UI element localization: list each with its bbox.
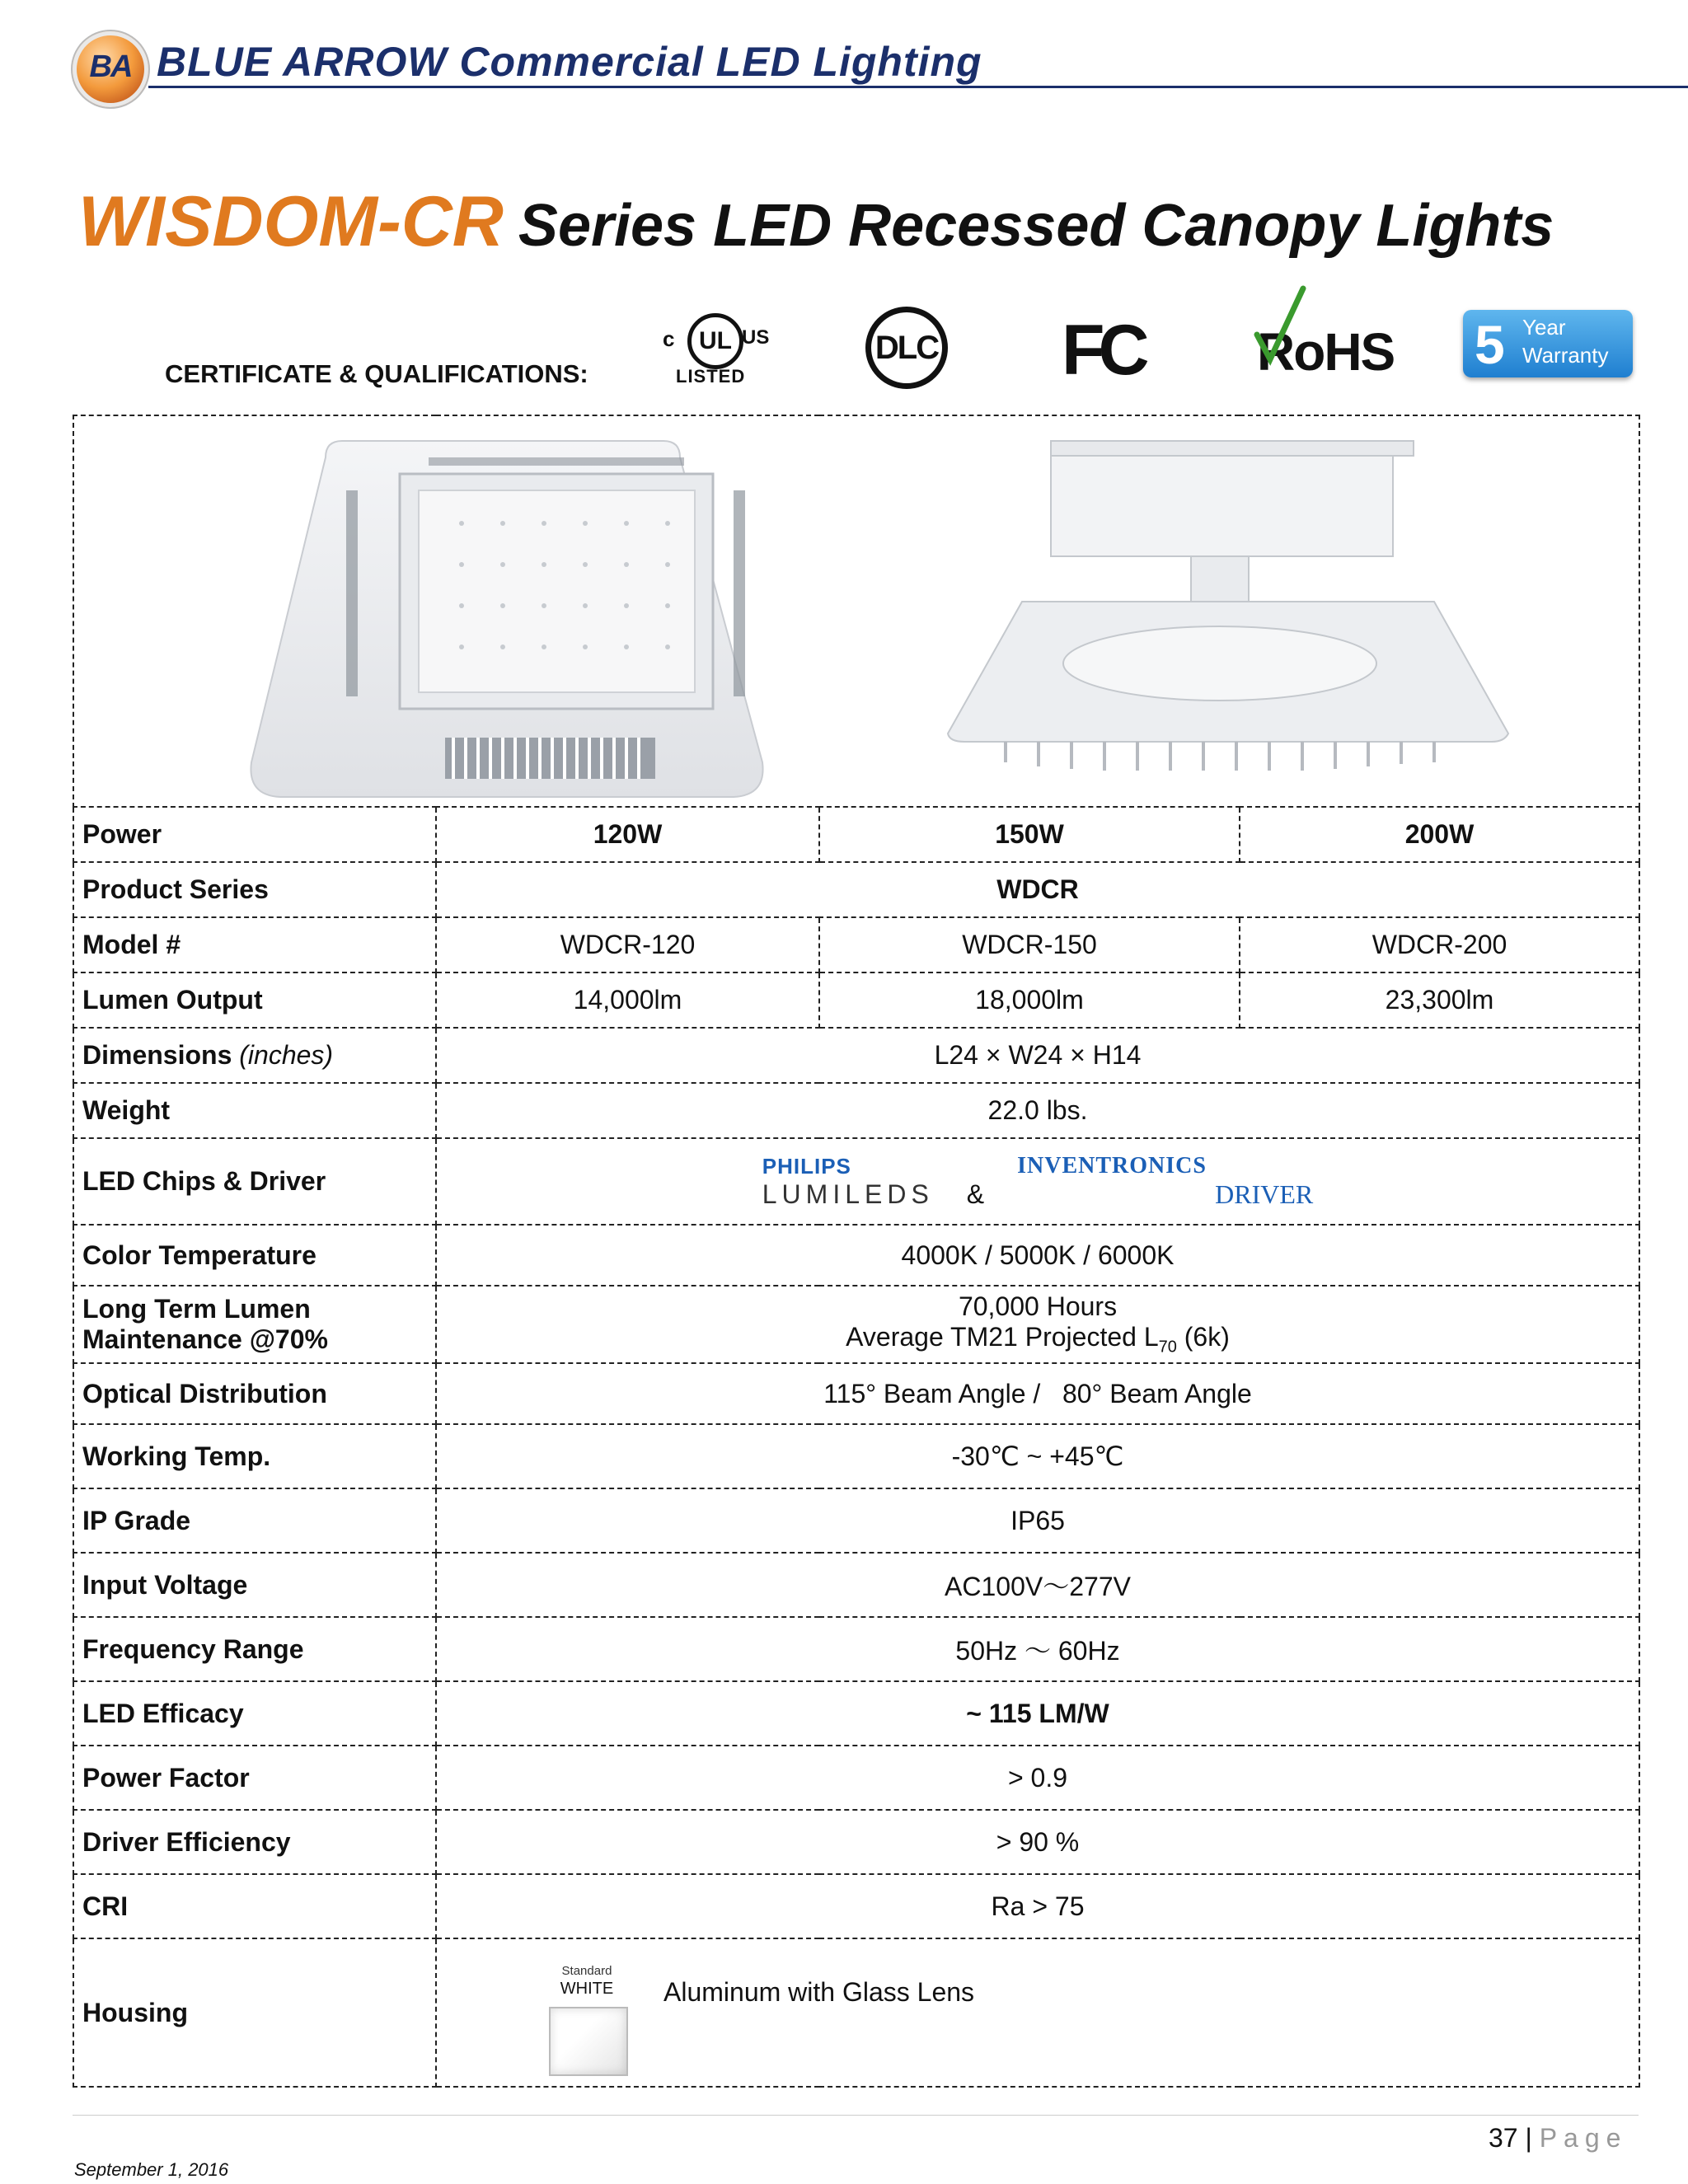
value-optical: 115° Beam Angle / 80° Beam Angle (436, 1363, 1639, 1424)
value-power-factor: > 0.9 (436, 1746, 1639, 1810)
series-name: WISDOM-CR (78, 182, 504, 261)
lumileds-text: LUMILEDS (762, 1179, 934, 1209)
dimensions-unit: (inches) (239, 1040, 334, 1070)
row-driver-efficiency (73, 1810, 1639, 1874)
lumen-120: 14,000lm (436, 972, 819, 1028)
philips-text: PHILIPS (762, 1153, 851, 1179)
ul-c: c (663, 326, 675, 351)
tm21-post: (6k) (1176, 1322, 1230, 1352)
dimensions-label-text: Dimensions (82, 1040, 232, 1070)
value-frequency: 50Hz ～ 60Hz (436, 1617, 1639, 1681)
page-title (78, 181, 1554, 263)
model-150: WDCR-150 (819, 917, 1240, 972)
model-200: WDCR-200 (1240, 917, 1639, 972)
row-housing (73, 1938, 1639, 2087)
row-led-efficacy (73, 1681, 1639, 1746)
label-working-temp: Working Temp. (73, 1424, 436, 1488)
row-dimensions (73, 1028, 1639, 1083)
fcc-logo: FC (1062, 311, 1143, 390)
model-120: WDCR-120 (436, 917, 819, 972)
label-lumen-output: Lumen Output (73, 972, 436, 1028)
page-number (1489, 2123, 1627, 2154)
label-lumen-maintenance (73, 1286, 436, 1363)
row-color-temperature (73, 1225, 1639, 1286)
row-cri (73, 1874, 1639, 1938)
housing-swatch (554, 1964, 620, 2076)
brand-name: BLUE ARROW Commercial LED Lighting (157, 39, 982, 85)
value-input-voltage: AC100V～277V (436, 1553, 1639, 1617)
white-swatch-image (549, 2007, 628, 2076)
fixture-front-image (74, 416, 1639, 806)
check-icon (1252, 284, 1310, 366)
housing-material: Aluminum with Glass Lens (663, 1977, 975, 2007)
label-power-factor: Power Factor (73, 1746, 436, 1810)
value-color-temperature: 4000K / 5000K / 6000K (436, 1225, 1639, 1286)
company-logo (73, 31, 148, 107)
header (73, 31, 1688, 105)
footer-rule (73, 2115, 1639, 2116)
row-optical (73, 1363, 1639, 1424)
power-150: 150W (819, 807, 1240, 862)
logo-text: BA (89, 49, 132, 84)
power-200: 200W (1240, 807, 1639, 862)
power-120: 120W (436, 807, 819, 862)
label-ip-grade: IP Grade (73, 1488, 436, 1553)
value-ip-grade: IP65 (436, 1488, 1639, 1553)
lumileds-logo (762, 1154, 934, 1210)
rohs-logo (1257, 321, 1394, 382)
lumen-maint-tm21 (445, 1322, 1630, 1357)
ul-us: US (742, 326, 770, 349)
value-led-efficacy: ~ 115 LM/W (436, 1681, 1639, 1746)
label-led-chips: LED Chips & Driver (73, 1138, 436, 1225)
row-weight (73, 1083, 1639, 1138)
lumen-maint-label-2: Maintenance @70% (82, 1324, 328, 1354)
row-product-series (73, 862, 1639, 917)
row-lumen-maintenance (73, 1286, 1639, 1363)
swatch-white: WHITE (560, 1980, 614, 1998)
label-driver-efficiency: Driver Efficiency (73, 1810, 436, 1874)
label-cri: CRI (73, 1874, 436, 1938)
warranty-years: 5 (1475, 314, 1505, 375)
row-model (73, 917, 1639, 972)
label-color-temperature: Color Temperature (73, 1225, 436, 1286)
value-dimensions: L24 × W24 × H14 (436, 1028, 1639, 1083)
row-led-chips (73, 1138, 1639, 1225)
warranty-line1: Year (1522, 315, 1566, 340)
row-working-temp (73, 1424, 1639, 1488)
row-power (73, 807, 1639, 862)
footer-date: September 1, 2016 (74, 2159, 229, 2180)
label-model: Model # (73, 917, 436, 972)
page-separator: | (1525, 2123, 1532, 2153)
row-power-factor (73, 1746, 1639, 1810)
ul-mark: UL (687, 313, 743, 369)
spec-table (73, 415, 1640, 2088)
tm21-sub: 70 (1158, 1338, 1177, 1357)
value-driver-efficiency: > 90 % (436, 1810, 1639, 1874)
value-working-temp: -30℃ ~ +45℃ (436, 1424, 1639, 1488)
ampersand: & (966, 1179, 985, 1209)
lumen-maint-label-1: Long Term Lumen (82, 1294, 311, 1324)
product-images (73, 415, 1639, 807)
dlc-logo (865, 307, 948, 389)
series-description: Series LED Recessed Canopy Lights (518, 193, 1554, 259)
label-product-series: Product Series (73, 862, 436, 917)
label-dimensions (73, 1028, 436, 1083)
dlc-text: DLC (874, 330, 939, 366)
header-rule (148, 86, 1688, 88)
warranty-line2: Warranty (1522, 343, 1609, 368)
lumen-200: 23,300lm (1240, 972, 1639, 1028)
row-ip-grade (73, 1488, 1639, 1553)
label-led-efficacy: LED Efficacy (73, 1681, 436, 1746)
page-word: Page (1539, 2123, 1628, 2153)
lumen-maint-hours: 70,000 Hours (958, 1291, 1118, 1322)
value-cri: Ra > 75 (436, 1874, 1639, 1938)
label-power: Power (73, 807, 436, 862)
label-weight: Weight (73, 1083, 436, 1138)
certificate-label: CERTIFICATE & QUALIFICATIONS: (165, 359, 588, 388)
label-input-voltage: Input Voltage (73, 1553, 436, 1617)
page-number-value: 37 (1489, 2123, 1518, 2153)
value-lumen-maintenance (436, 1286, 1639, 1363)
value-product-series: WDCR (436, 862, 1639, 917)
value-weight: 22.0 lbs. (436, 1083, 1639, 1138)
lumen-150: 18,000lm (819, 972, 1240, 1028)
driver-text: DRIVER (1215, 1179, 1314, 1209)
row-input-voltage (73, 1553, 1639, 1617)
label-frequency: Frequency Range (73, 1617, 436, 1681)
value-housing (436, 1938, 1639, 2087)
row-frequency (73, 1617, 1639, 1681)
label-housing: Housing (73, 1938, 436, 2087)
swatch-standard: Standard (561, 1964, 612, 1978)
warranty-badge (1463, 310, 1633, 377)
inventronics-logo (1017, 1153, 1313, 1210)
inventronics-text: INVENTRONICS (1017, 1153, 1207, 1179)
ul-listed: LISTED (676, 366, 746, 387)
rohs-text: RoHS (1257, 322, 1395, 382)
value-led-chips (436, 1138, 1639, 1225)
tm21-text: Average TM21 Projected L (846, 1322, 1159, 1352)
row-lumen-output (73, 972, 1639, 1028)
label-optical: Optical Distribution (73, 1363, 436, 1424)
ul-listed-logo (659, 313, 770, 387)
